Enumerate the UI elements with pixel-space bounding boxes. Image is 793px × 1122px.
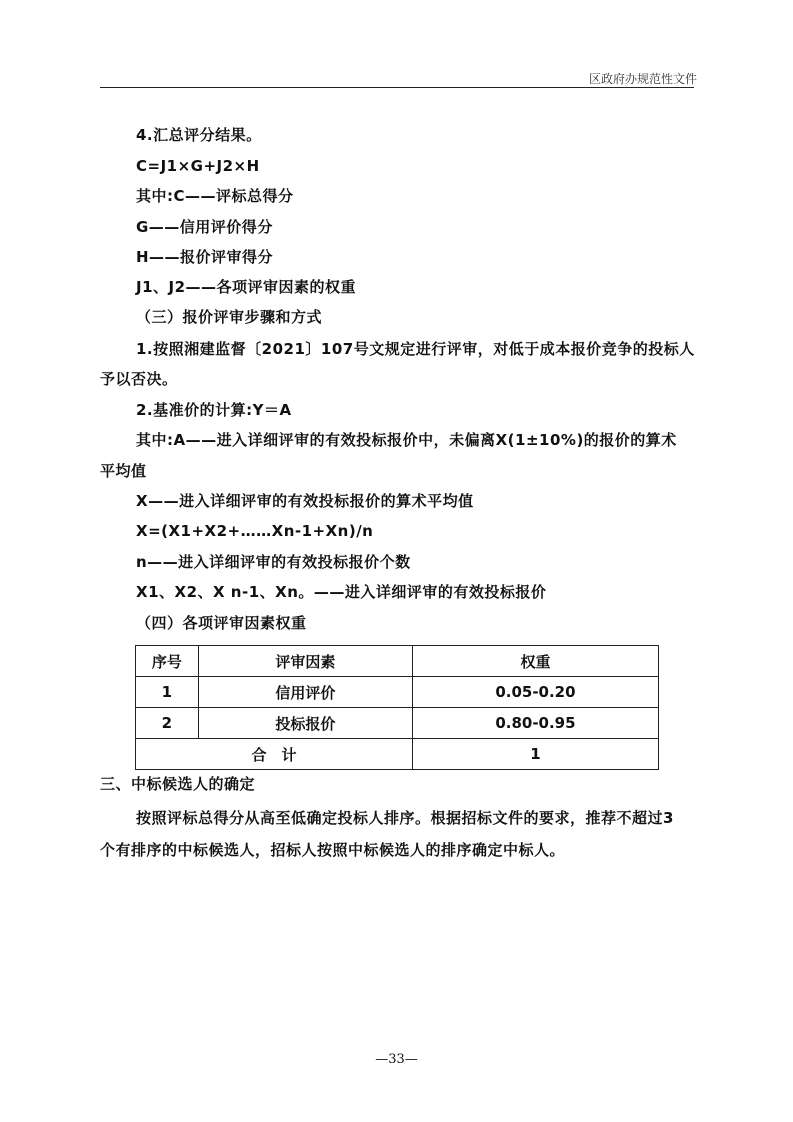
table-header-cell: 权重 <box>412 646 658 677</box>
header-text: 区政府办规范性文件 <box>588 72 697 86</box>
text-line-8: 1.按照湘建监督〔2021〕107号文规定进行评审，对低于成本报价竞争的投标人 <box>136 340 695 358</box>
table-total-label: 合 计 <box>136 739 413 770</box>
table-header-cell: 序号 <box>136 646 199 677</box>
section-3-para-line-2: 个有排序的中标候选人，招标人按照中标候选人的排序确定中标人。 <box>100 841 566 859</box>
text-line-5: H——报价评审得分 <box>136 248 274 266</box>
text-line-6: J1、J2——各项评审因素的权重 <box>136 278 357 296</box>
text-line-16: X1、X2、X n-1、Xn。——进入详细评审的有效投标报价 <box>136 583 547 601</box>
table-cell: 0.80-0.95 <box>412 708 658 739</box>
text-line-3: 其中:C——评标总得分 <box>136 187 294 205</box>
text-line-12: 平均值 <box>100 462 147 480</box>
table-total-row <box>136 739 659 770</box>
table-row <box>136 708 659 739</box>
text-line-2: C=J1×G+J2×H <box>136 157 260 175</box>
text-line-11: 其中:A——进入详细评审的有效投标报价中，未偏离X(1±10%)的报价的算术 <box>136 431 677 449</box>
weights-table <box>135 645 659 770</box>
text-line-4: G——信用评价得分 <box>136 218 273 236</box>
section-3-title: 三、中标候选人的确定 <box>100 775 256 793</box>
table-header-cell: 评审因素 <box>198 646 412 677</box>
section-3-para-line-1: 按照评标总得分从高至低确定投标人排序。根据招标文件的要求，推荐不超过3 <box>136 809 674 827</box>
page-number: —33— <box>375 1052 418 1067</box>
table-cell: 0.05-0.20 <box>412 677 658 708</box>
table-cell: 投标报价 <box>198 708 412 739</box>
text-line-1: 4.汇总评分结果。 <box>136 126 262 144</box>
table-cell: 2 <box>136 708 199 739</box>
text-line-13: X——进入详细评审的有效投标报价的算术平均值 <box>136 492 474 510</box>
subheading-4: （四）各项评审因素权重 <box>136 614 307 632</box>
subheading-3: （三）报价评审步骤和方式 <box>136 308 323 326</box>
text-line-14: X=(X1+X2+……Xn-1+Xn)/n <box>136 522 374 540</box>
text-line-15: n——进入详细评审的有效投标报价个数 <box>136 553 411 571</box>
table-total-value: 1 <box>412 739 658 770</box>
text-line-9: 予以否决。 <box>100 370 178 388</box>
header-rule <box>100 87 694 88</box>
table-cell: 1 <box>136 677 199 708</box>
table-cell: 信用评价 <box>198 677 412 708</box>
table-header-row <box>136 646 659 677</box>
table-row <box>136 677 659 708</box>
text-line-10: 2.基准价的计算:Y＝A <box>136 401 292 419</box>
